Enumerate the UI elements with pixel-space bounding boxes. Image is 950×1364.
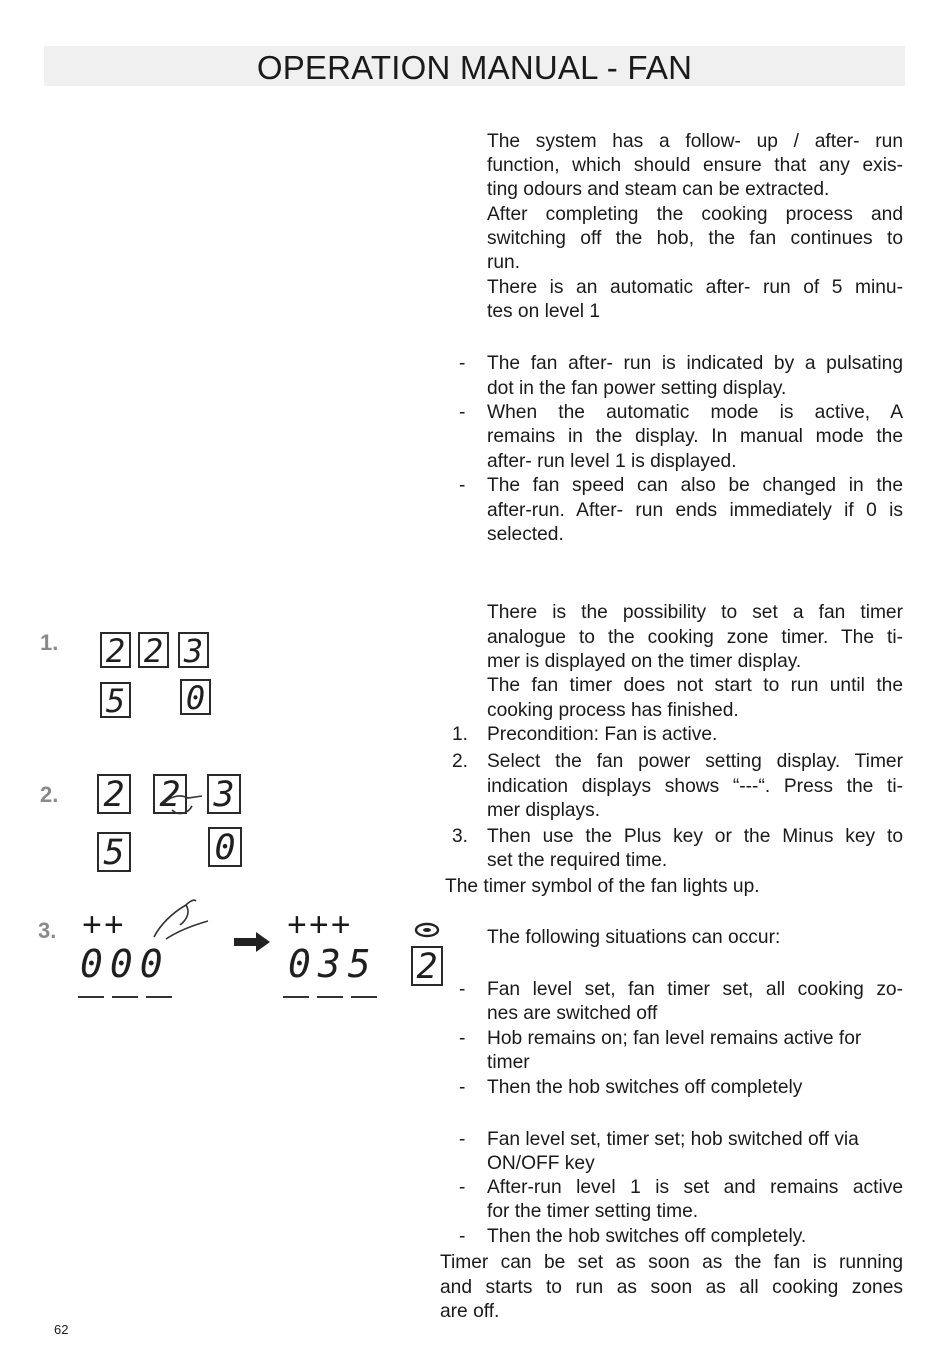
paragraph-line: switching off the hob, the fan continues to <box>487 228 903 249</box>
closing-line: and starts to run as soon as all cooking zones <box>440 1277 903 1298</box>
step-line: mer displays. <box>487 800 601 821</box>
bullet-line: Fan level set, fan timer set, all cooking zo- <box>487 979 903 1000</box>
paragraph-line: ting odours and steam can be extracted. <box>487 179 830 200</box>
bullet-line: After-run level 1 is set and remains active <box>487 1177 903 1198</box>
segment-display: 2 <box>100 632 131 668</box>
plus-key: + <box>330 906 353 944</box>
bullet-line: remains in the display. In manual mode the <box>487 426 903 447</box>
bullet-dash: - <box>459 1129 466 1150</box>
page-number: 62 <box>54 1322 69 1337</box>
situations-intro: The following situations can occur: <box>487 927 781 948</box>
paragraph-line: cooking process has finished. <box>487 700 739 721</box>
bullet-line: Hob remains on; fan level remains active for <box>487 1028 862 1049</box>
bullet-line: dot in the fan power setting display. <box>487 378 787 399</box>
segment-underlines <box>283 994 379 1000</box>
closing-line: are off. <box>440 1301 500 1322</box>
segment-display: 2 <box>153 774 187 814</box>
timer-digit: 5 <box>347 942 378 986</box>
plus-key: + <box>308 906 331 944</box>
finger-pointer-icon <box>150 780 210 820</box>
timer-digit: 3 <box>317 942 348 986</box>
arrow-right-icon <box>234 932 270 952</box>
finger-pointer-icon <box>150 895 212 945</box>
figure-label-2: 2. <box>40 782 59 807</box>
paragraph-line: The fan timer does not start to run until the <box>487 675 903 696</box>
step-number: 3. <box>452 826 469 847</box>
segment-display: 0 <box>208 827 242 867</box>
page-title: OPERATION MANUAL - FAN <box>256 49 693 86</box>
bullet-line: after- run level 1 is displayed. <box>487 451 737 472</box>
bullet-dash: - <box>459 353 466 374</box>
closing-line: Timer can be set as soon as the fan is running <box>440 1252 903 1273</box>
step-number: 2. <box>452 751 469 772</box>
bullet-dash: - <box>459 402 466 423</box>
bullet-line: for the timer setting time. <box>487 1201 699 1222</box>
timer-digits-before <box>80 944 170 984</box>
paragraph-line: There is the possibility to set a fan timer <box>487 602 903 623</box>
paragraph-line: After completing the cooking process and <box>487 204 903 225</box>
bullet-line: Fan level set, timer set; hob switched off via <box>487 1129 859 1150</box>
bullet-line: ON/OFF key <box>487 1153 595 1174</box>
segment-display: 3 <box>178 632 209 668</box>
bullet-line: When the automatic mode is active, A <box>487 402 903 423</box>
segment-underlines <box>78 994 174 1000</box>
bullet-line: The fan speed can also be changed in the <box>487 475 903 496</box>
step-line: Precondition: Fan is active. <box>487 724 718 745</box>
timer-digit: 0 <box>139 942 170 986</box>
bullet-dash: - <box>459 1028 466 1049</box>
bullet-dash: - <box>459 1077 466 1098</box>
bullet-line: Then the hob switches off completely. <box>487 1226 807 1247</box>
paragraph-line: function, which should ensure that any exis- <box>487 155 903 176</box>
plus-key: + <box>103 906 126 944</box>
bullet-dash: - <box>459 1177 466 1198</box>
paragraph-line: analogue to the cooking zone timer. The ti- <box>487 627 903 648</box>
figure-label-1: 1. <box>40 630 59 655</box>
segment-display: 5 <box>100 682 131 718</box>
segment-display: 3 <box>207 774 241 814</box>
step-line: indication displays shows “---“. Press the ti- <box>487 776 903 797</box>
paragraph-line: tes on level 1 <box>487 301 601 322</box>
bullet-dash: - <box>459 979 466 1000</box>
bullet-line: nes are switched off <box>487 1003 658 1024</box>
step-line: set the required time. <box>487 850 668 871</box>
plus-key: + <box>82 906 104 944</box>
step-number: 1. <box>452 724 469 745</box>
paragraph-line: The system has a follow- up / after- run <box>487 131 903 152</box>
segment-display: 0 <box>180 679 211 715</box>
bullet-line: selected. <box>487 524 564 545</box>
paragraph-line: mer is displayed on the timer display. <box>487 651 802 672</box>
segment-display: 2 <box>97 774 131 814</box>
step-line: Then use the Plus key or the Minus key to <box>487 826 903 847</box>
bullet-line: after-run. After- run ends immediately if 0 is <box>487 500 903 521</box>
step-line: Select the fan power setting display. Timer <box>487 751 903 772</box>
bullet-line: The fan after- run is indicated by a pulsating <box>487 353 903 374</box>
fan-level-display: 2 <box>411 946 443 986</box>
timer-digit: 0 <box>80 942 110 986</box>
paragraph-line: run. <box>487 252 521 273</box>
segment-display: 5 <box>97 832 131 872</box>
bullet-dash: - <box>459 475 466 496</box>
bullet-line: Then the hob switches off completely <box>487 1077 803 1098</box>
timer-digit: 0 <box>288 942 318 986</box>
bullet-line: timer <box>487 1052 530 1073</box>
plus-key: + <box>287 906 309 944</box>
bullet-dash: - <box>459 1226 466 1247</box>
title-banner <box>44 46 905 86</box>
plus-keys-after <box>287 908 387 942</box>
timer-symbol-note: The timer symbol of the fan lights up. <box>445 876 760 897</box>
timer-digit: 0 <box>109 942 140 986</box>
timer-digits-after <box>288 944 378 984</box>
paragraph-line: There is an automatic after- run of 5 minu- <box>487 277 903 298</box>
figure-label-3: 3. <box>38 918 57 943</box>
fan-timer-icon <box>414 922 440 938</box>
segment-display: 2 <box>138 632 169 668</box>
